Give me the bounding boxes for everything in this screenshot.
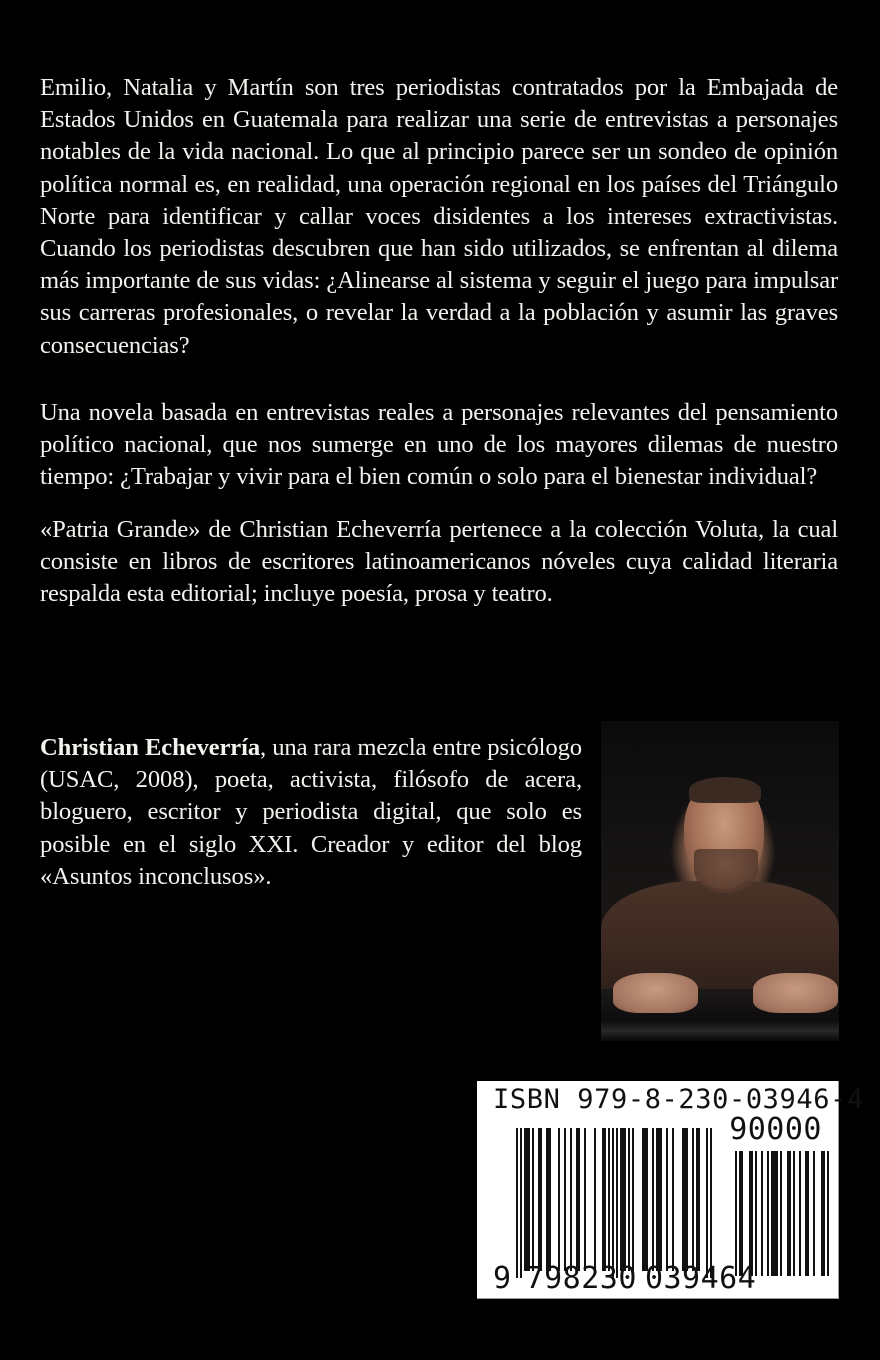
photo-left-hand-shape <box>613 973 698 1013</box>
synopsis-paragraph-3: «Patria Grande» de Christian Echeverría pertenece a la colección Voluta, la cual consiste en libros de escritores latinoamericanos nóveles cuya calidad literaria respalda esta editorial; incluye poesía, prosa y teatro. <box>40 516 838 608</box>
photo-right-hand-shape <box>753 973 838 1013</box>
isbn-barcode <box>477 1081 864 1299</box>
barcode-digit-first: 9 <box>493 1261 512 1296</box>
author-bio <box>40 732 582 893</box>
barcode-digits <box>493 1263 756 1295</box>
isbn-label: ISBN 979-8-230-03946-4 <box>493 1084 864 1115</box>
synopsis-paragraph-2: Una novela basada en entrevistas reales a personajes relevantes del pensamiento político nacional, que nos sumerge en uno de los mayores dilemas de nuestro tiempo: ¿Trabajar y vivir para el bien común o solo para el bienestar individual? <box>40 399 838 491</box>
synopsis-paragraph-1: Emilio, Natalia y Martín son tres periodistas contratados por la Embajada de Estados Unidos en Guatemala para realizar una serie de entrevistas a personajes notables de la vida nacional. Lo que al principio parece ser un sondeo de opinión política normal es, en realidad, una operación regional en los países del Triángulo Norte para identificar y callar voces disidentes a los intereses extractivistas. Cuando los periodistas descubren que han sido utilizados, se enfrentan al dilema más importante de sus vidas: ¿Alinearse al sistema y seguir el juego para impulsar sus carreras profesionales, o revelar la verdad a la población y asumir las graves consecuencias? <box>40 74 838 359</box>
photo-beard-shape <box>694 849 758 893</box>
author-name: Christian Echeverría <box>40 734 261 761</box>
barcode-digits-right: 039464 <box>644 1261 757 1296</box>
author-bio-text: , una rara mezcla entre psicólogo (USAC, 2008), poeta, activista, filósofo de acera, bloguero, escritor y periodista digital, que solo es posible en el siglo XXI. Creador y editor del blog «Asuntos inconclusos». <box>40 734 582 890</box>
author-photo <box>601 721 839 1041</box>
photo-hair-shape <box>689 777 761 803</box>
barcode-digits-left: 798230 <box>525 1261 637 1296</box>
barcode-addon-bars-icon <box>735 1151 831 1276</box>
barcode-addon-number: 90000 <box>729 1112 822 1147</box>
